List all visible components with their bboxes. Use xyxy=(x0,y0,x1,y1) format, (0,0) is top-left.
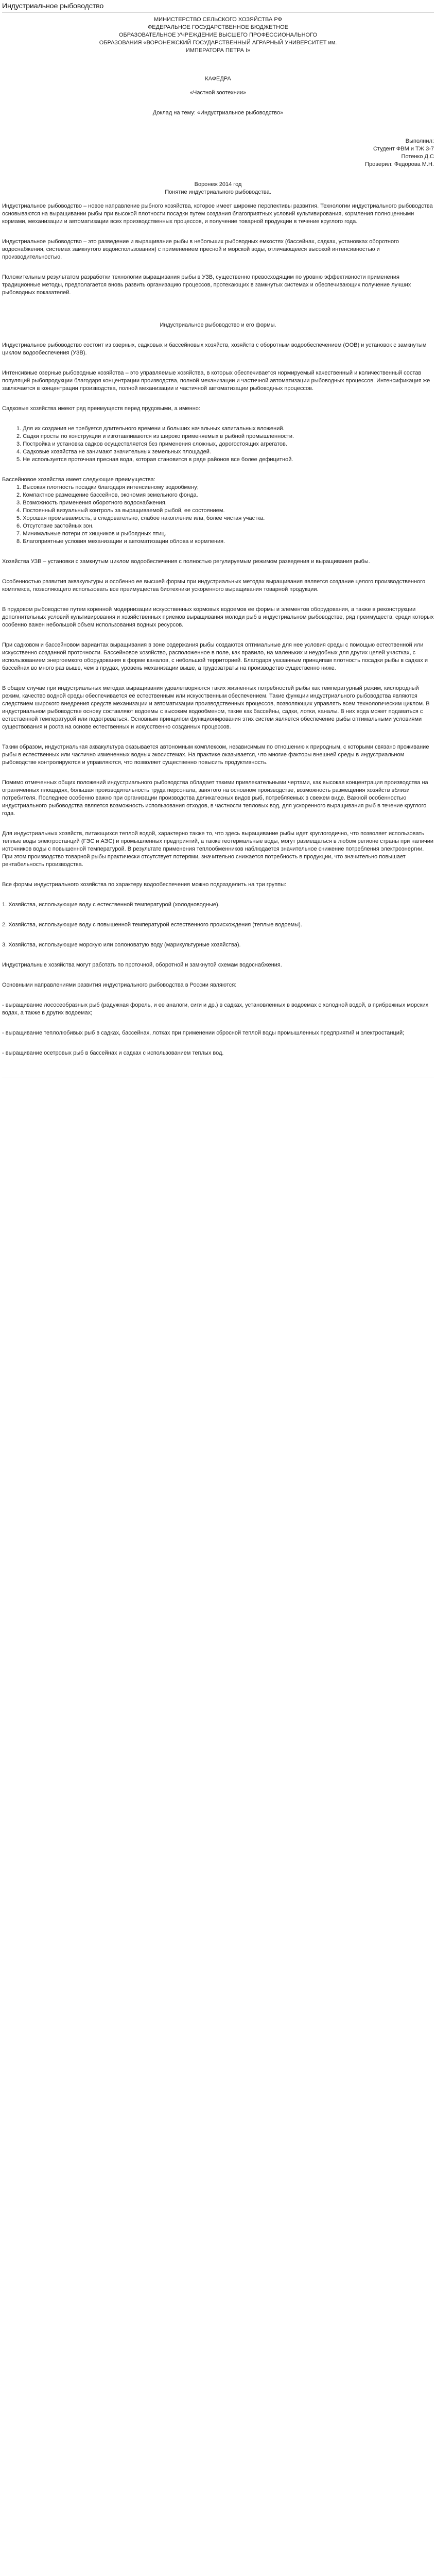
paragraph: - выращивание теплолюбивых рыб в садках, бассейнах, лотках при применении сбросной теплой воды промышленных предприятий и электростанций; xyxy=(2,1030,405,1036)
paragraph: Хозяйства УЗВ – установки с замкнутым циклом водообеспечения с полностью регулируемым режимом разведения и выращивания рыбы. xyxy=(2,558,370,565)
list-item: 2. Компактное размещение бассейнов, экономия земельного фонда. xyxy=(16,492,198,498)
list-item: 5. Хорошая промываемость, в следовательно, слабое накопление ила, более чистая участка. xyxy=(16,515,265,521)
student-name: Потенко Д.С xyxy=(401,154,434,160)
page-title: Индустриальное рыбоводство xyxy=(2,0,434,13)
paragraph: Основными направлениями развития индустриального рыбоводства в России являются: xyxy=(2,982,237,988)
department-label: КАФЕДРА xyxy=(205,76,231,82)
list-item: 2. Садки просты по конструкции и изготавливаются из широко применяемых в рыбной промышленности. xyxy=(16,433,294,439)
list-item: 8. Благоприятные условия механизации и автоматизации облова и кормления. xyxy=(16,538,225,545)
ministry-line: МИНИСТЕРСТВО СЕЛЬСКОГО ХОЗЯЙСТВА РФ xyxy=(154,16,282,23)
done-label: Выполнил: xyxy=(405,138,434,144)
paragraph: Положительным результатом разработки технологии выращивания рыбы в УЗВ, существенно превосходящим по уровню эффективности применения традиционные методы, предполагается вновь развить организацию процессов, протекающих в замкнутых системах и обеспечивающих получение лучших рыбоводных показателей. xyxy=(2,274,411,296)
org-line: ОБРАЗОВАНИЯ «ВОРОНЕЖСКИЙ ГОСУДАРСТВЕННЫЙ АГРАРНЫЙ УНИВЕРСИТЕТ им. xyxy=(99,40,337,46)
paragraph: В общем случае при индустриальных методах выращивания удовлетворяются таких жизненных потребностей рыбы как температурный режим, кислородный режим, качество водной среды обеспечивается её естественным или искусственным обеспечением. Такие функции индустриального рыбоводства являются следствием широкого внедрения средств механизации и автоматизации производственных процессов, позволяющих управлять всем технологическим циклом. В индустриальном рыбоводстве основу составляют водоемы с высоким водообменом, такие как бассейны, садки, лотки, каналы. В них вода может подаваться с естественной температурой или подогреваться. Основным принципом функционирования этих систем является обеспечение рыбы оптимальными условиями существования и роста на основе естественных и искусственно созданных процессов. xyxy=(2,685,430,730)
section-heading: Индустриальное рыбоводство и его формы. xyxy=(160,322,276,328)
paragraph: - выращивание лососеобразных рыб (радужная форель, и ее аналоги, сиги и др.) в садках, установленных в водоемах с холодной водой, в прибрежных морских водах, а также в других водоемах; xyxy=(2,1002,429,1016)
list-item: 4. Садковые хозяйства не занимают значительных земельных площадей. xyxy=(16,449,211,455)
paragraph: Интенсивные озерные рыбоводные хозяйства – это управляемые хозяйства, в которых обеспечивается нормируемый качественный и количественный состав популяций рыбопродукции благодаря концентрации производства, полной механизации и частичной автоматизации рыбоводных процессов. Интенсификация же заключается в концентрации производства, полной механизации и частичной автоматизации рыбоводных процессов. xyxy=(2,370,430,392)
document-body xyxy=(2,202,434,1070)
paragraph: 3. Хозяйства, использующие морскую или солоноватую воду (марикультурные хозяйства). xyxy=(2,942,241,948)
paragraph: 1. Хозяйства, использующие воду с естественной температурой (холодноводные). xyxy=(2,902,220,908)
paragraph: Все формы индустриального хозяйства по характеру водообеспечения можно подразделить на три группы: xyxy=(2,882,287,888)
report-topic: Доклад на тему: «Индустриальное рыбоводство» xyxy=(152,110,284,116)
list-item: 1. Для их создания не требуется длительного времени и больших начальных капитальных вложений. xyxy=(16,426,285,432)
paragraph: Помимо отмеченных общих положений индустриального рыбоводства обладает такими привлекательными чертами, как высокая концентрация производства на ограниченных площадях, большая производительность труда персонала, занятого на основном производстве, возможность размещения хозяйств вблизи потребителя. Последнее особенно важно при организации производства деликатесных видов рыб, потребляемых в свежем виде. Важной особенностью индустриального рыбоводства является возможность использования отходов, в частности тепловых вод, для ускоренного выращивания рыб в течение круглого года. xyxy=(2,779,428,817)
list-item: 6. Отсутствие застойных зон. xyxy=(16,523,94,529)
student-group: Студент ФВМ и ТЖ 3-7 xyxy=(373,146,434,152)
org-line: ОБРАЗОВАТЕЛЬНОЕ УЧРЕЖДЕНИЕ ВЫСШЕГО ПРОФЕССИОНАЛЬНОГО xyxy=(118,32,318,38)
paragraph: В прудовом рыбоводстве путем коренной модернизации искусственных кормовых водоемов ее формы и элементов оборудования, а также в реконструкции дополнительных условий культивирования и хозяйственных приемов выращивания молоди рыб в индустриальном рыбоводстве, ряд преимуществ, среди которых особенно важен небольшой объем использования водных ресурсов. xyxy=(2,606,434,628)
paragraph: Особенностью развития аквакультуры и особенно ее высшей формы при индустриальных методах выращивания является создание целого производственного комплекса, позволяющего использовать все преимущества биотехники ускоренного выращивания товарной продукции. xyxy=(2,579,426,592)
signature-block xyxy=(2,138,434,168)
paragraph: Индустриальное рыбоводство состоит из озерных, садковых и бассейновых хозяйств, хозяйств с оборотным водообеспечением (ООВ) и установок с замкнутым циклом водообеспечения (УЗВ). xyxy=(2,342,427,356)
checked-by: Проверил: Федорова М.Н. xyxy=(365,161,434,167)
paragraph: Индустриальные хозяйства могут работать по проточной, оборотной и замкнутой схемам водоснабжения. xyxy=(2,962,282,968)
paragraph: Садковые хозяйства имеют ряд преимуществ перед прудовыми, а именно: xyxy=(2,405,200,412)
list-item: 3. Постройка и установка садков осуществляется без применения сложных, дорогостоящих агрегатов. xyxy=(16,441,287,447)
department-name: «Частной зоотехнии» xyxy=(189,90,247,96)
list-item: 5. Не используется проточная пресная вода, которая становится в ряде районов все более дефицитной. xyxy=(16,456,293,463)
list-item: 4. Постоянный визуальный контроль за выращиваемой рыбой, ее состоянием. xyxy=(16,507,225,514)
org-line: ФЕДЕРАЛЬНОЕ ГОСУДАРСТВЕННОЕ БЮДЖЕТНОЕ xyxy=(147,24,289,30)
org-line: ИМПЕРАТОРА ПЕТРА I» xyxy=(185,47,251,54)
list-item: 3. Возможность применения оборотного водоснабжения. xyxy=(16,500,167,506)
list-item: 7. Минимальные потери от хищников и рыбоядных птиц. xyxy=(16,531,166,537)
list-item: Бассейновое хозяйства имеет следующие преимущества: xyxy=(2,477,155,483)
list-item: 1. Высокая плотность посадки благодаря интенсивному водообмену; xyxy=(16,484,199,490)
paragraph: Индустриальное рыбоводство – новое направление рыбного хозяйства, которое имеет широкие перспективы развития. Технологии индустриального рыбоводства основываются на выращивании рыбы при высокой плотности посадки путем создания благоприятных условий культивирования, кормления полноценными кормами, механизации и автоматизации всех производственных процессов, и получение товарной продукции в течение круглого года. xyxy=(2,203,433,225)
title-page-header xyxy=(2,16,434,55)
paragraph: При садковом и бассейновом вариантах выращивания в зоне содержания рыбы создаются оптимальные для нее условия среды с помощью естественной или искусственно созданной проточности. Бассейновое хозяйство, расположенное в поле, как правило, на маленьких и неудобных для других целей участках, с использованием энергоемкого оборудования в форме каналов, с небольшой территорией. Благодаря указанным принципам плотность посадки рыбы в садках и бассейнах во много раз выше, чем в прудах, уровень механизации выше, а трудозатраты на производство существенно ниже. xyxy=(2,642,428,671)
paragraph: Для индустриальных хозяйств, питающихся теплой водой, характерно также то, что здесь выращивание рыбы идет круглогодично, что позволяет использовать теплые воды электростанций (ГЭС и АЭС) и промышленных предприятий, а также геотермальные воды, могут размещаться в любом регионе страны при наличии источников воды с повышенной температурой. В результате применения теплообменников наблюдается значительное снижение потребления электроэнергии. При этом производство товарной рыбы практически отсутствует потерями, значительно снижается потребность в продукции, что значительно повышает рентабельность производства. xyxy=(2,831,434,868)
concept-heading: Понятие индустриального рыбоводства. xyxy=(165,189,271,195)
paragraph: 2. Хозяйства, использующие воду с повышенной температурой естественного происхождения (теплые водоемы). xyxy=(2,922,302,928)
paragraph: Таким образом, индустриальная аквакультура оказывается автономным комплексом, независимым по отношению к природным, с которыми связано проживание рыбы в естественных или частично измененных водных экосистемах. На практике оказывается, что многие факторы внешней среды в индустриальном рыбоводстве контролируются и управляются, что позволяет существенно повысить продуктивность. xyxy=(2,744,429,766)
paragraph: Индустриальное рыбоводство – это разведение и выращивание рыбы в небольших рыбоводных емкостях (бассейнах, садках, установках оборотного водоснабжения, системах замкнутого водоиспользования) с применением пресной и морской воды, отличающееся высокой интенсивностью и производительностью. xyxy=(2,239,399,260)
city-year: Воронеж 2014 год xyxy=(194,181,242,188)
paragraph: - выращивание осетровых рыб в бассейнах и садках с использованием теплых вод. xyxy=(2,1050,224,1056)
